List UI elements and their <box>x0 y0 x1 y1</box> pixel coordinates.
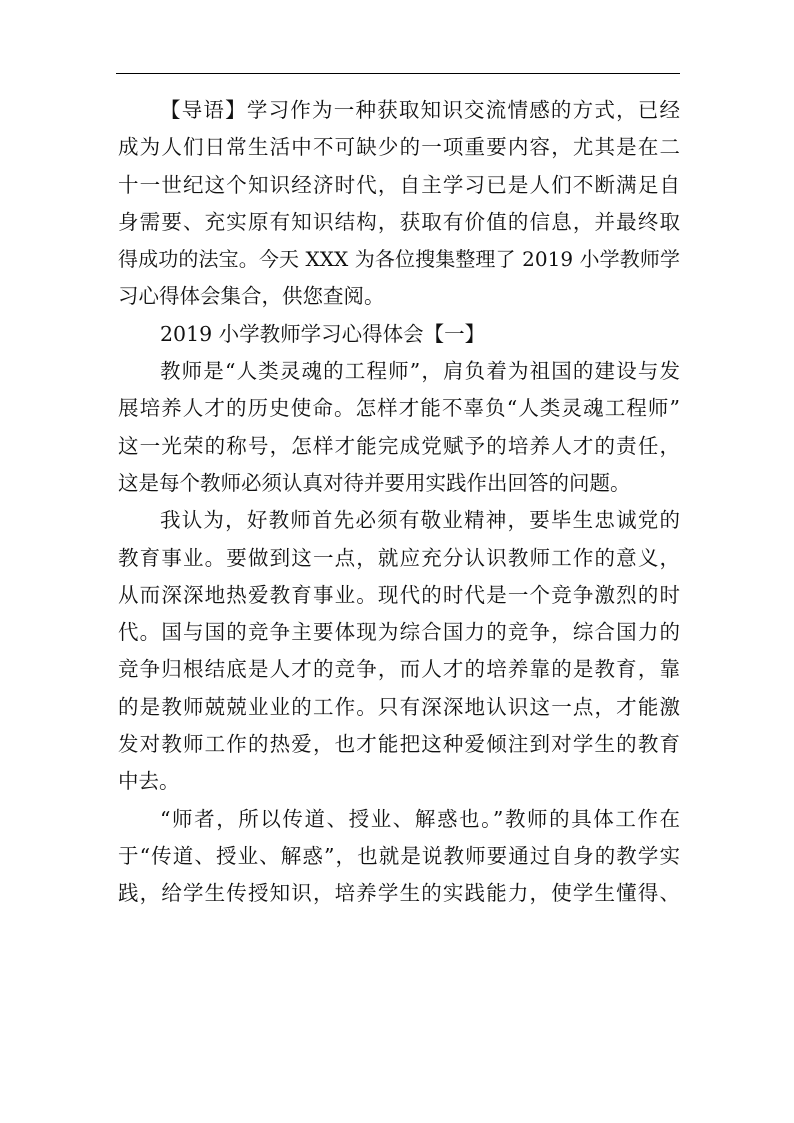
text-line: 得成功的法宝。今天 XXX 为各位搜集整理了 2019 小学教师学 <box>118 247 680 272</box>
text-line: 展培养人才的历史使命。怎样才能不辜负“人类灵魂工程师” <box>118 396 680 421</box>
text-line: 的是教师兢兢业业的工作。只有深深地认识这一点，才能激 <box>118 694 680 719</box>
body-paragraph-2 <box>118 502 680 800</box>
document-body <box>118 92 680 913</box>
text-line: 从而深深地热爱教育事业。现代的时代是一个竞争激烈的时 <box>118 582 680 607</box>
text-line: 成为人们日常生活中不可缺少的一项重要内容，尤其是在二 <box>118 135 680 160</box>
text-line: 十一世纪这个知识经济时代，自主学习已是人们不断满足自 <box>118 172 680 197</box>
header-rule <box>116 73 680 74</box>
body-paragraph-1 <box>118 353 680 502</box>
section-heading <box>118 316 680 353</box>
text-line: 发对教师工作的热爱，也才能把这种爱倾注到对学生的教育 <box>118 732 680 757</box>
text-line: 竞争归根结底是人才的竞争，而人才的培养靠的是教育，靠 <box>118 657 680 682</box>
text-line: 教师是“人类灵魂的工程师”，肩负着为祖国的建设与发 <box>160 359 680 384</box>
text-line: 代。国与国的竞争主要体现为综合国力的竞争，综合国力的 <box>118 620 680 645</box>
text-line: 中去。 <box>118 769 180 794</box>
text-line: 于“传道、授业、解惑”，也就是说教师要通过自身的教学实 <box>118 843 680 868</box>
text-line: 教育事业。要做到这一点，就应充分认识教师工作的意义， <box>118 545 680 570</box>
text-line: 践，给学生传授知识，培养学生的实践能力，使学生懂得、 <box>118 881 680 906</box>
text-line: 这是每个教师必须认真对待并要用实践作出回答的问题。 <box>118 470 631 495</box>
text-line: “师者，所以传道、授业、解惑也。”教师的具体工作在 <box>160 806 680 831</box>
text-line: 我认为，好教师首先必须有敬业精神，要毕生忠诚党的 <box>160 508 680 533</box>
section-heading-text: 2019 小学教师学习心得体会【一】 <box>160 321 486 346</box>
intro-paragraph <box>118 92 680 316</box>
text-line: 【导语】学习作为一种获取知识交流情感的方式，已经 <box>160 98 680 122</box>
text-line: 这一光荣的称号，怎样才能完成党赋予的培养人才的责任， <box>118 433 680 458</box>
text-line: 身需要、充实原有知识结构，获取有价值的信息，并最终取 <box>118 209 680 234</box>
text-line: 习心得体会集合，供您查阅。 <box>118 284 385 309</box>
body-paragraph-3 <box>118 801 680 913</box>
